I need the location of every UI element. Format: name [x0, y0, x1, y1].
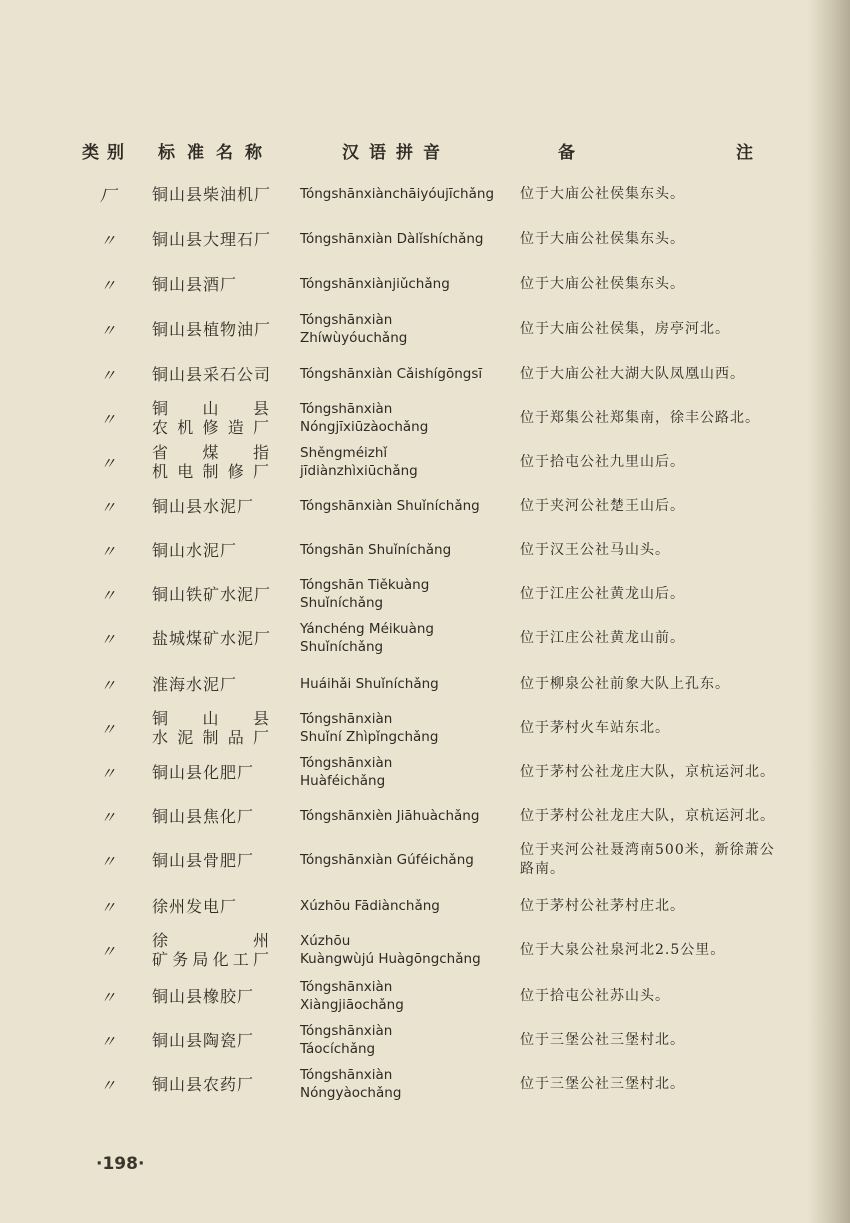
row-pinyin	[300, 307, 514, 351]
remarks-text: 位于大庙公社侯集东头。	[520, 185, 685, 202]
pinyin-line: Tóngshānxiàn	[300, 755, 393, 771]
name-line: 铜山县农药厂	[152, 1074, 255, 1094]
pinyin-line: Shuǐníchǎng	[300, 639, 384, 655]
pinyin-line: Tóngshānxiàn	[300, 1067, 393, 1083]
row-category: 〃	[99, 807, 116, 827]
name-line: 铜山县陶瓷厂	[152, 1030, 255, 1050]
row-category: 〃	[99, 629, 116, 649]
table-row	[0, 794, 808, 838]
row-pinyin	[300, 440, 514, 484]
row-pinyin	[300, 352, 514, 396]
row-pinyin	[300, 572, 514, 616]
pinyin-line: Huáihǎi Shuǐníchǎng	[300, 676, 439, 692]
row-remarks	[520, 616, 786, 660]
row-category: 厂	[99, 185, 116, 205]
pinyin-line: Tóngshān Tiěkuàng	[300, 577, 430, 593]
name-line: 盐城煤矿水泥厂	[152, 628, 272, 648]
pinyin-line: Tóngshānxiàn Gúféichǎng	[300, 852, 474, 868]
row-standard-name	[152, 352, 282, 396]
table-row	[0, 440, 808, 484]
row-standard-name	[152, 307, 282, 351]
remarks-text: 位于拾屯公社九里山后。	[520, 453, 685, 470]
table-row	[0, 616, 808, 660]
table-row	[0, 838, 808, 882]
table-row	[0, 528, 808, 572]
row-remarks	[520, 1062, 786, 1106]
remarks-text: 位于大泉公社泉河北2.5公里。	[520, 941, 726, 958]
row-standard-name	[152, 974, 282, 1018]
remarks-text: 位于大庙公社侯集东头。	[520, 230, 685, 247]
remarks-text: 位于茅村公社龙庄大队，京杭运河北。	[520, 763, 775, 780]
row-category: 〃	[99, 675, 116, 695]
remarks-text: 位于三堡公社三堡村北。	[520, 1031, 685, 1048]
name-line: 农机修造厂	[152, 418, 270, 437]
row-remarks	[520, 262, 786, 306]
pinyin-line: Tóngshānxiàn	[300, 1023, 393, 1039]
row-remarks	[520, 572, 786, 616]
name-line: 铜山县	[152, 399, 270, 418]
row-pinyin	[300, 884, 514, 928]
row-remarks	[520, 838, 786, 882]
row-category: 〃	[99, 987, 116, 1007]
table-row	[0, 484, 808, 528]
row-standard-name	[152, 884, 282, 928]
row-remarks	[520, 1018, 786, 1062]
row-pinyin	[300, 484, 514, 528]
row-remarks	[520, 396, 786, 440]
name-line: 徐州	[152, 931, 270, 950]
name-line: 铜山县酒厂	[152, 274, 238, 294]
name-line: 铜山县柴油机厂	[152, 184, 272, 204]
table-row	[0, 352, 808, 396]
row-category: 〃	[99, 941, 116, 961]
table-row	[0, 1018, 808, 1062]
header-remarks-2: 注	[736, 143, 755, 163]
row-pinyin	[300, 616, 514, 660]
pinyin-line: jīdiànzhìxiūchǎng	[300, 463, 418, 479]
table-row	[0, 706, 808, 750]
name-line: 水泥制品厂	[152, 728, 270, 747]
row-pinyin	[300, 528, 514, 572]
row-pinyin	[300, 928, 514, 972]
row-remarks	[520, 528, 786, 572]
table-row	[0, 172, 808, 216]
row-remarks	[520, 307, 786, 351]
name-line: 省煤指	[152, 443, 270, 462]
pinyin-line: Tóngshānxiàn	[300, 401, 393, 417]
row-pinyin	[300, 662, 514, 706]
row-category: 〃	[99, 230, 116, 250]
header-pinyin: 汉语拼音	[342, 143, 450, 163]
row-standard-name	[152, 616, 282, 660]
row-pinyin	[300, 974, 514, 1018]
row-category: 〃	[99, 763, 116, 783]
table-row	[0, 1062, 808, 1106]
row-remarks	[520, 662, 786, 706]
remarks-text: 位于柳泉公社前象大队上孔东。	[520, 675, 730, 692]
row-pinyin	[300, 750, 514, 794]
row-category: 〃	[99, 497, 116, 517]
row-category: 〃	[99, 851, 116, 871]
row-category: 〃	[99, 585, 116, 605]
row-pinyin	[300, 1062, 514, 1106]
row-category: 〃	[99, 320, 116, 340]
table-row	[0, 217, 808, 261]
pinyin-line: Tóngshānxièn Jiāhuàchǎng	[300, 808, 480, 824]
name-line: 铜山铁矿水泥厂	[152, 584, 272, 604]
pinyin-line: Tóngshānxiàn	[300, 979, 393, 995]
row-category: 〃	[99, 365, 116, 385]
row-remarks	[520, 352, 786, 396]
row-standard-name	[152, 838, 282, 882]
name-line: 铜山县橡胶厂	[152, 986, 255, 1006]
row-standard-name	[152, 217, 282, 261]
remarks-text: 位于茅村公社龙庄大队，京杭运河北。	[520, 807, 775, 824]
table-row	[0, 928, 808, 972]
row-standard-name	[152, 484, 282, 528]
pinyin-line: Tóngshānxiànchāiyóujīchǎng	[300, 186, 495, 202]
remarks-text: 位于夹河公社楚王山后。	[520, 497, 685, 514]
pinyin-line: Xúzhōu Fādiànchǎng	[300, 898, 440, 914]
table-row	[0, 750, 808, 794]
pinyin-line: Xiàngjiāochǎng	[300, 997, 404, 1013]
row-category: 〃	[99, 1075, 116, 1095]
header-category: 类别	[82, 143, 132, 163]
row-remarks	[520, 172, 786, 216]
row-standard-name	[152, 662, 282, 706]
pinyin-line: Tóngshānxiàn	[300, 711, 393, 727]
row-standard-name	[152, 528, 282, 572]
row-remarks	[520, 706, 786, 750]
row-standard-name	[152, 706, 282, 750]
table-row	[0, 307, 808, 351]
remarks-text: 位于大庙公社侯集东头。	[520, 275, 685, 292]
row-standard-name	[152, 572, 282, 616]
pinyin-line: Tóngshān Shuǐníchǎng	[300, 542, 452, 558]
row-pinyin	[300, 1018, 514, 1062]
row-category: 〃	[99, 541, 116, 561]
pinyin-line: Nóngjīxiūzàochǎng	[300, 419, 429, 435]
remarks-text: 位于三堡公社三堡村北。	[520, 1075, 685, 1092]
pinyin-line: Shěngméizhǐ	[300, 445, 388, 461]
name-line: 铜山县采石公司	[152, 364, 272, 384]
row-category: 〃	[99, 719, 116, 739]
row-pinyin	[300, 706, 514, 750]
row-pinyin	[300, 172, 514, 216]
row-pinyin	[300, 262, 514, 306]
table-header	[0, 138, 808, 166]
row-category: 〃	[99, 453, 116, 473]
table-row	[0, 662, 808, 706]
row-standard-name	[152, 172, 282, 216]
table-row	[0, 974, 808, 1018]
remarks-text: 位于茅村火车站东北。	[520, 719, 670, 736]
page-edge-shadow	[808, 0, 850, 1223]
pinyin-line: Táocíchǎng	[300, 1041, 376, 1057]
remarks-text: 位于茅村公社茅村庄北。	[520, 897, 685, 914]
row-category: 〃	[99, 409, 116, 429]
remarks-text: 位于大庙公社侯集，房亭河北。	[520, 320, 730, 337]
row-remarks	[520, 750, 786, 794]
row-standard-name	[152, 794, 282, 838]
name-line: 铜山县植物油厂	[152, 319, 272, 339]
row-remarks	[520, 928, 786, 972]
row-pinyin	[300, 838, 514, 882]
pinyin-line: Tóngshānxiàn Shuǐníchǎng	[300, 498, 480, 514]
row-remarks	[520, 484, 786, 528]
remarks-text: 位于夹河公社聂湾南500米，新徐萧公路南。	[520, 842, 775, 877]
table-row	[0, 262, 808, 306]
name-line: 铜山县化肥厂	[152, 762, 255, 782]
table-row	[0, 572, 808, 616]
row-standard-name	[152, 262, 282, 306]
name-line: 矿务局化工厂	[152, 950, 270, 969]
remarks-text: 位于江庄公社黄龙山前。	[520, 629, 685, 646]
row-category: 〃	[99, 275, 116, 295]
name-line: 淮海水泥厂	[152, 674, 238, 694]
pinyin-line: Kuàngwùjú Huàgōngchǎng	[300, 951, 481, 967]
row-remarks	[520, 794, 786, 838]
row-remarks	[520, 440, 786, 484]
pinyin-line: Zhíwùyóuchǎng	[300, 330, 408, 346]
row-standard-name	[152, 1018, 282, 1062]
row-remarks	[520, 974, 786, 1018]
pinyin-line: Nóngyàochǎng	[300, 1085, 402, 1101]
name-line: 铜山县骨肥厂	[152, 850, 255, 870]
remarks-text: 位于江庄公社黄龙山后。	[520, 585, 685, 602]
row-remarks	[520, 884, 786, 928]
row-standard-name	[152, 440, 282, 484]
header-standard-name: 标准名称	[158, 143, 274, 163]
pinyin-line: Shuǐní Zhìpǐngchǎng	[300, 729, 439, 745]
name-line: 铜山县焦化厂	[152, 806, 255, 826]
name-line: 徐州发电厂	[152, 896, 238, 916]
row-standard-name	[152, 928, 282, 972]
remarks-text: 位于大庙公社大湖大队凤凰山西。	[520, 365, 745, 382]
page-number: ·198·	[96, 1154, 145, 1174]
pinyin-line: Xúzhōu	[300, 933, 351, 949]
remarks-text: 位于汉王公社马山头。	[520, 541, 670, 558]
row-pinyin	[300, 217, 514, 261]
pinyin-line: Tóngshānxiàn Cǎishígōngsī	[300, 366, 483, 382]
row-standard-name	[152, 750, 282, 794]
name-line: 机电制修厂	[152, 462, 270, 481]
row-pinyin	[300, 794, 514, 838]
table-row	[0, 884, 808, 928]
row-standard-name	[152, 1062, 282, 1106]
remarks-text: 位于拾屯公社苏山头。	[520, 987, 670, 1004]
name-line: 铜山水泥厂	[152, 540, 238, 560]
header-remarks-1: 备	[558, 143, 577, 163]
name-line: 铜山县	[152, 709, 270, 728]
row-category: 〃	[99, 897, 116, 917]
pinyin-line: Tóngshānxiàn Dàlǐshíchǎng	[300, 231, 484, 247]
pinyin-line: Tóngshānxiànjiǔchǎng	[300, 276, 450, 292]
name-line: 铜山县大理石厂	[152, 229, 272, 249]
table-row	[0, 396, 808, 440]
pinyin-line: Tóngshānxiàn	[300, 312, 393, 328]
pinyin-line: Shuǐníchǎng	[300, 595, 384, 611]
row-remarks	[520, 217, 786, 261]
row-standard-name	[152, 396, 282, 440]
row-pinyin	[300, 396, 514, 440]
remarks-text: 位于郑集公社郑集南，徐丰公路北。	[520, 409, 760, 426]
pinyin-line: Huàféichǎng	[300, 773, 386, 789]
row-category: 〃	[99, 1031, 116, 1051]
name-line: 铜山县水泥厂	[152, 496, 255, 516]
pinyin-line: Yánchéng Méikuàng	[300, 621, 434, 637]
